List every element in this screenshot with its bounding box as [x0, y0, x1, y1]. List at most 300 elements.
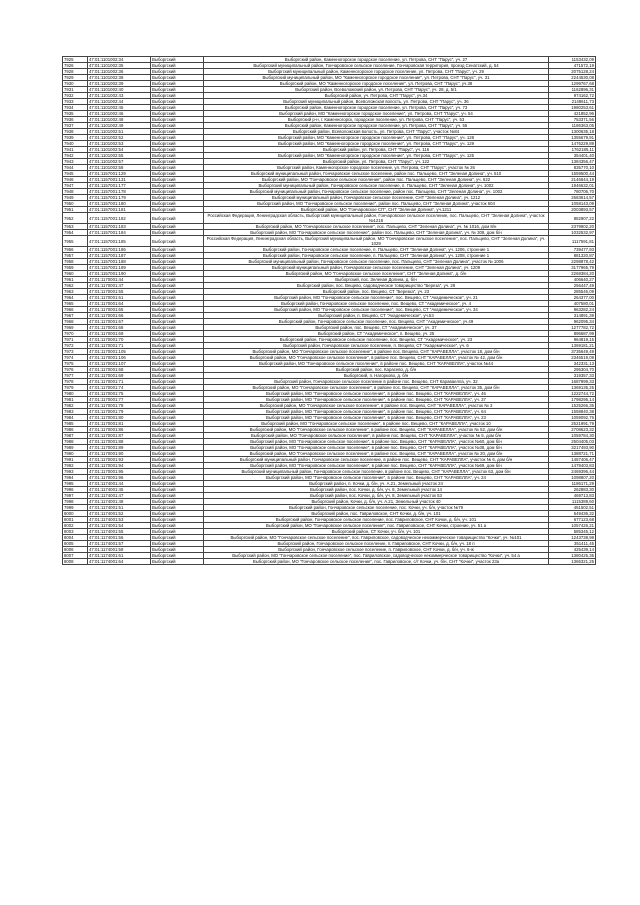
cadastral-value: 1153432,09	[549, 57, 596, 63]
cadastral-number: 47:01:1170001:75	[88, 391, 151, 397]
row-number: 7997	[63, 493, 88, 499]
address: Выборгский район, п. Вещево, СТ "Академическое", уч.53	[204, 313, 549, 319]
cadastral-value: 1762185,11	[549, 147, 596, 153]
cadastral-value: 963282,24	[549, 307, 596, 313]
address: Выборгский район, МО "Гончаровское сельское поселение", пос. Гавриловское, с/т Кочки, уч. б/н, СНТ "Кочки", участок 23а	[204, 559, 549, 565]
cadastral-number: 47:01:1101002:38	[88, 75, 151, 81]
address: Выборгский муниципальный район, Всеволожская волость, ул. Петрова, СНТ "Парус", уч. 36	[204, 99, 549, 105]
row-number: 7925	[63, 57, 88, 63]
cadastral-number: 47:01:1101002:39	[88, 81, 151, 87]
cadastral-value: 964819,15	[549, 337, 596, 343]
cadastral-number: 47:01:1157001:188	[88, 259, 151, 265]
address: Выборгский район, МО "Гончаровское сельское поселение", в районе пос. Вещево, СНТ "КАРАВЕЛЛА", участок 35, дом б/н	[204, 385, 549, 391]
address: Выборгский район, пос. Вещево, СТ "Академическое", уч. 37	[204, 325, 549, 331]
district-name: Выборгский	[151, 439, 204, 445]
cadastral-number: 47:01:1170001:89	[88, 445, 151, 451]
district-name: Выборгский	[151, 259, 204, 265]
cadastral-number: 47:01:1170001:44	[88, 277, 151, 283]
district-name: Выборгский	[151, 445, 204, 451]
district-name: Выборгский	[151, 541, 204, 547]
cadastral-value: 677123,68	[549, 517, 596, 523]
address: Выборгский район, Всеволожский район, ул. Петрова, СНТ "Парус", уч. 28, д. 5/1	[204, 87, 549, 93]
cadastral-value: 1457406,47	[549, 457, 596, 463]
cadastral-value: 3177965,79	[549, 265, 596, 271]
row-number: 7942	[63, 153, 88, 159]
cadastral-value: 2268384,20	[549, 271, 596, 277]
row-number: 7948	[63, 189, 88, 195]
cadastral-number: 47:01:1101002:43	[88, 93, 151, 99]
cadastral-value: 406640,27	[549, 277, 596, 283]
row-number: 7996	[63, 487, 88, 493]
row-number: 7988	[63, 439, 88, 445]
cadastral-value: 2683614,57	[549, 195, 596, 201]
row-number: 8006	[63, 547, 88, 553]
cadastral-number: 47:01:1101002:49	[88, 123, 151, 129]
cadastral-number: 47:01:1170001:93	[88, 457, 151, 463]
table-row	[63, 559, 596, 565]
district-name: Выборгский	[151, 277, 204, 283]
cadastral-number: 47:01:1170001:79	[88, 409, 151, 415]
cadastral-value: 2469396,44	[549, 469, 596, 475]
address: Выборгский район, МО "Гончаровское сельское поселение", пос. Вещево, СТ "Академическое", уч. 21	[204, 295, 549, 301]
cadastral-number: 47:01:1170001:66	[88, 313, 151, 319]
district-name: Выборгский	[151, 385, 204, 391]
cadastral-value: 451502,51	[549, 505, 596, 511]
address: Выборгский район, МО "Гончаровское сельское поселение", в районе пос. Вещево, СНТ "КАРАВЕЛЛА", уч. 46	[204, 391, 549, 397]
address: Выборгский район, МО "Гончаровское сельское поселение", в районе пос. Вещево, СНТ "КАРАВЕЛЛА", участок №69, дом б/н	[204, 463, 549, 469]
row-number: 8002	[63, 523, 88, 529]
cadastral-number: 47:01:1170001:94	[88, 463, 151, 469]
cadastral-value: 1980253,61	[549, 105, 596, 111]
cadastral-number: 47:01:1170001:61	[88, 295, 151, 301]
row-number: 8001	[63, 517, 88, 523]
cadastral-number: 47:01:1101002:54	[88, 147, 151, 153]
cadastral-value: 1300635,18	[549, 129, 596, 135]
row-number: 7961	[63, 277, 88, 283]
district-name: Выборгский	[151, 236, 204, 247]
address: Выборгский район, МО "Гончаровское сельское поселение", район пос. Пальцево, СНТ "Зеленая Долина", участок 604	[204, 201, 549, 207]
cadastral-number: 47:01:1157001:179	[88, 195, 151, 201]
row-number: 7938	[63, 129, 88, 135]
cadastral-value: 2521991,79	[549, 421, 596, 427]
row-number: 7990	[63, 451, 88, 457]
address: Российская Федерация, Ленинградская область, Выборгский муниципальный район, МО "Гончаровское сельское поселение", пос. Пальцево, СНТ "Зеленая Долина", уч. 1029	[204, 236, 549, 247]
address: Выборгский муниципальный район, Гончаровское сельское поселение, район пос. Пальцево, СНТ "Зеленая Долина", уч. 510	[204, 171, 549, 177]
cadastral-number: 47:01:1101002:52	[88, 135, 151, 141]
district-name: Выборгский	[151, 141, 204, 147]
cadastral-number: 47:01:1170001:71	[88, 379, 151, 385]
row-number: 7974	[63, 355, 88, 361]
cadastral-number: 47:01:1101002:58	[88, 165, 151, 171]
row-number: 7964	[63, 295, 88, 301]
district-name: Выборгский	[151, 99, 204, 105]
row-number: 7939	[63, 135, 88, 141]
district-name: Выборгский	[151, 475, 204, 481]
district-name: Выборгский	[151, 63, 204, 69]
address: Выборгский район, Гончаровское сельское поселение, пос. Гавриловское, СНТ Кочки, д. б/н, уч. 101	[204, 517, 549, 523]
district-name: Выборгский	[151, 415, 204, 421]
district-name: Выборгский	[151, 165, 204, 171]
district-name: Выборгский	[151, 493, 204, 499]
address: Выборгский район, МО "Гончаровское сельское поселение", в районе пос. Вещево, СНТ "КАРАВЕЛЛА", участок № 52, дом б/н	[204, 427, 549, 433]
address: Выборгский район, Гончаровское сельское поселение в районе пос. Вещево, СНТ Караваелла, уч. 32	[204, 379, 549, 385]
cadastral-value: 1222744,72	[549, 391, 596, 397]
district-name: Выборгский	[151, 301, 204, 307]
cadastral-number: 47:01:1101002:45	[88, 105, 151, 111]
cadastral-number: 47:01:1170001:68	[88, 367, 151, 373]
row-number: 7929	[63, 75, 88, 81]
cadastral-number: 47:01:1170001:95	[88, 469, 151, 475]
cadastral-value: 896687,99	[549, 331, 596, 337]
district-name: Выборгский	[151, 224, 204, 230]
district-name: Выборгский	[151, 463, 204, 469]
address: Выборгский район, МО "Гончаровское сельское поселение", в районе пос. Вещево, СНТ "КАРАВЕЛЛА", уч. 64	[204, 409, 549, 415]
row-number: 7992	[63, 463, 88, 469]
district-name: Выборгский	[151, 123, 204, 129]
address: Выборгский, п. Нагорково, д. б/н	[204, 373, 549, 379]
row-number: 7973	[63, 349, 88, 355]
address: Российская Федерация, Ленинградская область, Выборгский муниципальный район, Гончаровское сельское поселение, пос. Пальцево, СНТ "Зеленая Долина", участок №1218	[204, 213, 549, 224]
row-number: 8004	[63, 535, 88, 541]
cadastral-value: 1369135,25	[549, 385, 596, 391]
row-number: 7995	[63, 481, 88, 487]
row-number: 7970	[63, 331, 88, 337]
address: Выборгский район, Гончаровское сельское поселение, п. Гавриловское, СНТ Кочки, д. б/н, уч. 18 п	[204, 541, 549, 547]
cadastral-value: 256447,49	[549, 283, 596, 289]
cadastral-number: 47:01:1174001:53	[88, 517, 151, 523]
row-number: 7972	[63, 343, 88, 349]
address: Выборгский район, пос. Кочки, д. б/н, уч. 8, Земельный участок 14	[204, 487, 549, 493]
cadastral-number: 47:01:1174001:64	[88, 559, 151, 565]
address: Выборгский район, МО "Гончаровское сельское поселение", в районе пос. Вещево, СНТ "КАРАВЕЛЛА", участок № 5, дом б/н	[204, 433, 549, 439]
cadastral-value: 1365321,25	[549, 559, 596, 565]
district-name: Выборгский	[151, 337, 204, 343]
row-number: 7975	[63, 361, 88, 367]
row-number: 8007	[63, 553, 88, 559]
district-name: Выборгский	[151, 535, 204, 541]
cadastral-value: 1299767,68	[549, 81, 596, 87]
district-name: Выборгский	[151, 69, 204, 75]
district-name: Выборгский	[151, 517, 204, 523]
cadastral-number: 47:01:1174001:58	[88, 547, 151, 553]
cadastral-number: 47:01:1170001:77	[88, 397, 151, 403]
cadastral-number: 47:01:1157001:186	[88, 247, 151, 253]
address: Выборгский район, МО "Каменногорское городское поселение", ул. Петрова, СНТ "Парус", уч. 125	[204, 153, 549, 159]
cadastral-value: 1098807,20	[549, 475, 596, 481]
cadastral-number: 47:01:1101002:51	[88, 129, 151, 135]
cadastral-value: 1059092,76	[549, 415, 596, 421]
cadastral-number: 47:01:1174001:54	[88, 523, 151, 529]
address: Выборгский район, МО "Гончаровское сельское поселение", пос. Пальцево, СНТ "Зеленая Долина", уч. № 1016, дом 8/н	[204, 224, 549, 230]
address: Выборгский район, пос. Вещево, СТ "Березка", уч. 23	[204, 289, 549, 295]
row-number: 7985	[63, 421, 88, 427]
cadastral-value: 2708623,32	[549, 427, 596, 433]
cadastral-number: 47:01:1157001:187	[88, 253, 151, 259]
cadastral-value: 2346519,09	[549, 355, 596, 361]
cadastral-value: 974162,72	[549, 93, 596, 99]
row-number: 8008	[63, 559, 88, 565]
district-name: Выборгский	[151, 171, 204, 177]
cadastral-value: 881320,87	[549, 253, 596, 259]
cadastral-value: 2379902,20	[549, 224, 596, 230]
cadastral-number: 47:01:1101002:40	[88, 87, 151, 93]
row-number: 7930	[63, 81, 88, 87]
cadastral-value: 2298878,42	[549, 259, 596, 265]
district-name: Выборгский	[151, 511, 204, 517]
district-name: Выборгский	[151, 307, 204, 313]
address: Выборгский район, МО "Гончаровское сельское поселение", в районе пос. Вещево, СНТ "КАРАВЕЛЛА", участок № 3	[204, 403, 549, 409]
address: Выборгский муниципальный район, Гончаровское сельское поселение, п. Пальцево, СНТ "Зеленая Долина", уч. 1002	[204, 183, 549, 189]
address: Выборгский район, Кочки, д. б/н, уч. А.21, Земельный участок 40	[204, 499, 549, 505]
row-number: 7952	[63, 213, 88, 224]
cadastral-number: 47:01:1101002:36	[88, 69, 151, 75]
district-name: Выборгский	[151, 529, 204, 535]
cadastral-value: 739477,93	[549, 247, 596, 253]
cadastral-number: 47:01:1174001:61	[88, 553, 151, 559]
cadastral-value: 264377,00	[549, 295, 596, 301]
district-name: Выборгский	[151, 265, 204, 271]
cadastral-value: 2003893,57	[549, 207, 596, 213]
address: Выборгский район, МО "Гончаровское сельское поселение", пос. Вещево, СТ "Академическое", уч. 34	[204, 307, 549, 313]
cadastral-value: 314891,39	[549, 313, 596, 319]
district-name: Выборгский	[151, 207, 204, 213]
row-number: 7928	[63, 69, 88, 75]
district-name: Выборгский	[151, 349, 204, 355]
district-name: Выборгский	[151, 457, 204, 463]
row-number: 7980	[63, 391, 88, 397]
district-name: Выборгский	[151, 373, 204, 379]
address: Выборгский район, МО "Гончаровское сельское поселение", СНТ "Зеленая Долина", д. б/н	[204, 271, 549, 277]
cadastral-number: 47:01:1170001:74	[88, 385, 151, 391]
cadastral-value: 1479403,83	[549, 463, 596, 469]
address: Выборгский район, Гончаровское сельское поселение, п. Пальцево, СНТ "Зеленая Долина", уч. 1208, строение 1	[204, 253, 549, 259]
cadastral-value: 2244530,08	[549, 75, 596, 81]
row-number: 7959	[63, 265, 88, 271]
row-number: 7977	[63, 373, 88, 379]
cadastral-number: 47:01:1170001:70	[88, 337, 151, 343]
address: Выборгский муниципальный район, Гончаровское сельское поселение, пос. Пальцево, СНТ "Зеленая Долина", участок № 1006	[204, 259, 549, 265]
cadastral-value: 2148611,73	[549, 99, 596, 105]
cadastral-value: 1243738,98	[549, 535, 596, 541]
cadastral-value: 882907,22	[549, 213, 596, 224]
row-number: 7960	[63, 271, 88, 277]
cadastral-value: 1162896,31	[549, 87, 596, 93]
cadastral-value: 1058143,09	[549, 201, 596, 207]
cadastral-number: 47:01:1157001:189	[88, 265, 151, 271]
district-name: Выборгский	[151, 105, 204, 111]
district-name: Выборгский	[151, 553, 204, 559]
district-name: Выборгский	[151, 159, 204, 165]
row-number: 7932	[63, 93, 88, 99]
district-name: Выборгский	[151, 111, 204, 117]
cadastral-number: 47:01:1170001:81	[88, 421, 151, 427]
cadastral-number: 47:01:1157001:178	[88, 189, 151, 195]
district-name: Выборгский	[151, 57, 204, 63]
cadastral-value: 342331,13	[549, 361, 596, 367]
district-name: Выборгский	[151, 379, 204, 385]
row-number: 7993	[63, 469, 88, 475]
row-number: 7965	[63, 301, 88, 307]
address: Выборгский район, МО "Гончаровское сельское поселение", пос. Гавриловское, садоводческое некоммерческое товарищество "Кочки", уч. №101	[204, 535, 549, 541]
address: Выборгский район, Гончаровское сельское поселение, п. Гавриловское, СНТ Кочки, д. б/н, уч. 6-ж	[204, 547, 549, 553]
address: Выборгский район, Каменногорское городское поселение, ул. Петрова, СНТ "Парус", участок № 26	[204, 165, 549, 171]
cadastral-number: 47:01:1101002:35	[88, 63, 151, 69]
cadastral-value: 295304,70	[549, 367, 596, 373]
cadastral-number: 47:01:1170001:106	[88, 355, 151, 361]
cadastral-value: 3217493,90	[549, 445, 596, 451]
row-number: 7966	[63, 307, 88, 313]
cadastral-number: 47:01:1170001:68	[88, 325, 151, 331]
district-name: Выборгский	[151, 331, 204, 337]
cadastral-number: 47:01:1170001:78	[88, 403, 151, 409]
address: Выборгский район, МО "Каменногорское городское поселение", ул. Петрова, СНТ "Парус", уч.38	[204, 81, 549, 87]
district-name: Выборгский	[151, 289, 204, 295]
address: Выборгский, пос. Зеленая Долина, д. б/н	[204, 277, 549, 283]
table-row	[63, 213, 596, 224]
address: Выборгский район, МО "Гончаровское сельское поселение", пос. Гавриловское, СНТ Кочки, строение, уч. 51 а	[204, 523, 549, 529]
row-number: 7962	[63, 283, 88, 289]
row-number: 7937	[63, 123, 88, 129]
cadastral-value: 1687999,33	[549, 379, 596, 385]
row-number: 7931	[63, 87, 88, 93]
address: Выборгский р-н, г. Каменногорск, городское поселение, ул. Петрова, СНТ "Парус", уч. 53	[204, 117, 549, 123]
cadastral-number: 47:01:1101002:34	[88, 57, 151, 63]
row-number: 7981	[63, 397, 88, 403]
row-number: 7984	[63, 415, 88, 421]
cadastral-value: 1946632,01	[549, 183, 596, 189]
address: Выборгский район, МО "Гончаровское сельское поселение", в районе пос. Вещево, СНТ "КАРАВЕЛЛА", участок №44	[204, 361, 549, 367]
cadastral-value: 1559500,44	[549, 171, 596, 177]
cadastral-value: 1032532,97	[549, 230, 596, 236]
address: Выборгский район, Каменногорское городское поселение, ул. Петрова, СНТ "Парус", уч. 55	[204, 123, 549, 129]
district-name: Выборгский	[151, 177, 204, 183]
row-number: 7943	[63, 159, 88, 165]
row-number: 8000	[63, 511, 88, 517]
row-number: 7983	[63, 409, 88, 415]
address: Выборгский район, МО "Гончаровское сельское поселение", район пос. Пальцево, СНТ "Зеленая Долина", уч. 622	[204, 177, 549, 183]
cadastral-value: 3735649,49	[549, 349, 596, 355]
row-number: 7940	[63, 141, 88, 147]
cadastral-number: 47:01:1170001:90	[88, 451, 151, 457]
row-number: 7954	[63, 230, 88, 236]
row-number: 7936	[63, 117, 88, 123]
cadastral-value: 425439,14	[549, 547, 596, 553]
cadastral-value: 1388721,71	[549, 451, 596, 457]
row-number: 7982	[63, 403, 88, 409]
row-number: 7947	[63, 183, 88, 189]
address: Выборгский район, Гончаровское сельское поселение, пос. Вещево, СТ "Академическое", уч. 23	[204, 337, 549, 343]
address: Выборгский район, Гончаровское сельское поселение, п. Вещево, СТ "Академическое", уч. 6	[204, 343, 549, 349]
row-number: 8005	[63, 541, 88, 547]
district-name: Выборгский	[151, 253, 204, 259]
address: Выборгский район, МО "Каменногорское городское поселение", ул. Петрова, СНТ "Парус", уч. 54	[204, 111, 549, 117]
address: Выборгский муниципальный район, МО "Каменногорское городское поселение", ул. Петрова, СНТ "Парус", уч. 31	[204, 75, 549, 81]
cadastral-number: 47:01:1157001:184	[88, 230, 151, 236]
address: Выборгский район, уч. Петрова, СНТ "Парус", уч.34	[204, 93, 549, 99]
district-name: Выборгский	[151, 75, 204, 81]
table-body	[63, 57, 596, 565]
address: Выборгский район, Гончаровское сельское поселение, пос. Кочки, уч. б/н, участок №79	[204, 505, 549, 511]
district-name: Выборгский	[151, 230, 204, 236]
district-name: Выборгский	[151, 397, 204, 403]
cadastral-number: 47:01:1170001:107	[88, 361, 151, 367]
district-name: Выборгский	[151, 451, 204, 457]
cadastral-number: 47:01:1101002:46	[88, 111, 151, 117]
row-number: 7987	[63, 433, 88, 439]
cadastral-value: 471572,19	[549, 63, 596, 69]
district-name: Выборгский	[151, 325, 204, 331]
district-name: Выборгский	[151, 81, 204, 87]
address: Выборгский район, МО "Гончаровское СП", СНТ "Зеленая Долина", уч.1211	[204, 207, 549, 213]
address: Выборгский район, ул. Петрова, СНТ "Парус", уч. 122	[204, 159, 549, 165]
district-name: Выборгский	[151, 391, 204, 397]
row-number: 7968	[63, 319, 88, 325]
cadastral-number: 47:01:1174001:52	[88, 511, 151, 517]
document-page	[62, 56, 596, 565]
row-number: 7998	[63, 499, 88, 505]
cadastral-value: 1558840,38	[549, 409, 596, 415]
address: Выборгский район, Каменногорское городское поселение, ул. Петрова, СНТ "Парус", уч. 73	[204, 105, 549, 111]
address: Выборгский район, МО "Гончаровское сельское поселение", в районе пос. Вещево, СНТ "КАРАВЕЛЛА", уч. 37	[204, 397, 549, 403]
cadastral-value: 1384356,47	[549, 159, 596, 165]
cadastral-number: 47:01:1170001:96	[88, 475, 151, 481]
district-name: Выборгский	[151, 183, 204, 189]
row-number: 7976	[63, 367, 88, 373]
address: Выборгский район, ул. Петрова, СНТ "Парус", уч. 116	[204, 147, 549, 153]
row-number: 7957	[63, 253, 88, 259]
cadastral-value: 549436,32	[549, 511, 596, 517]
cadastral-number: 47:01:1170001:86	[88, 427, 151, 433]
cadastral-value: 469713,83	[549, 493, 596, 499]
district-name: Выборгский	[151, 355, 204, 361]
row-number: 7951	[63, 207, 88, 213]
cadastral-number: 47:01:1101002:48	[88, 117, 151, 123]
cadastral-number: 47:01:1174001:55	[88, 529, 151, 535]
address: Выборгский район, Гончаровское сельское поселение, пос. Вещево, СНТ "Академическое", уч.49	[204, 319, 549, 325]
district-name: Выборгский	[151, 505, 204, 511]
address: Выборгский муниципальный район, Гончаровское сельское поселение, Гончаровская территория, проезд Сенатский, д. 54	[204, 63, 549, 69]
row-number: 7991	[63, 457, 88, 463]
cadastral-number: 47:01:1174001:47	[88, 493, 151, 499]
row-number: 7956	[63, 247, 88, 253]
district-name: Выборгский	[151, 421, 204, 427]
district-name: Выборгский	[151, 213, 204, 224]
cadastral-value: 421852,96	[549, 111, 596, 117]
row-number: 7945	[63, 171, 88, 177]
row-number: 7994	[63, 475, 88, 481]
district-name: Выборгский	[151, 547, 204, 553]
cadastral-number: 47:01:1170001:47	[88, 283, 151, 289]
district-name: Выборгский	[151, 153, 204, 159]
district-name: Выборгский	[151, 247, 204, 253]
address: Выборгский район, Гончаровское сельское поселение, п. Пальцево, СНТ "Зеленая Долина", уч. 1206, строение 1	[204, 247, 549, 253]
row-number: 7978	[63, 379, 88, 385]
district-name: Выборгский	[151, 201, 204, 207]
land-plots-table	[62, 56, 596, 565]
address: Выборгский район, МО "Гончаровское сельское поселение", в районе пос. Вещево, СНТ "КАРАВЕЛЛА", участок 10	[204, 421, 549, 427]
district-name: Выборгский	[151, 361, 204, 367]
cadastral-number: 47:01:1157001:185	[88, 236, 151, 247]
cadastral-value: 407580,01	[549, 301, 596, 307]
cadastral-value: 1117591,81	[549, 236, 596, 247]
district-name: Выборгский	[151, 117, 204, 123]
row-number: 7986	[63, 427, 88, 433]
row-number: 7946	[63, 177, 88, 183]
cadastral-value: 1369181,21	[549, 343, 596, 349]
cadastral-value: 354401,40	[549, 153, 596, 159]
cadastral-number: 47:01:1157001:190	[88, 271, 151, 277]
district-name: Выборгский	[151, 481, 204, 487]
